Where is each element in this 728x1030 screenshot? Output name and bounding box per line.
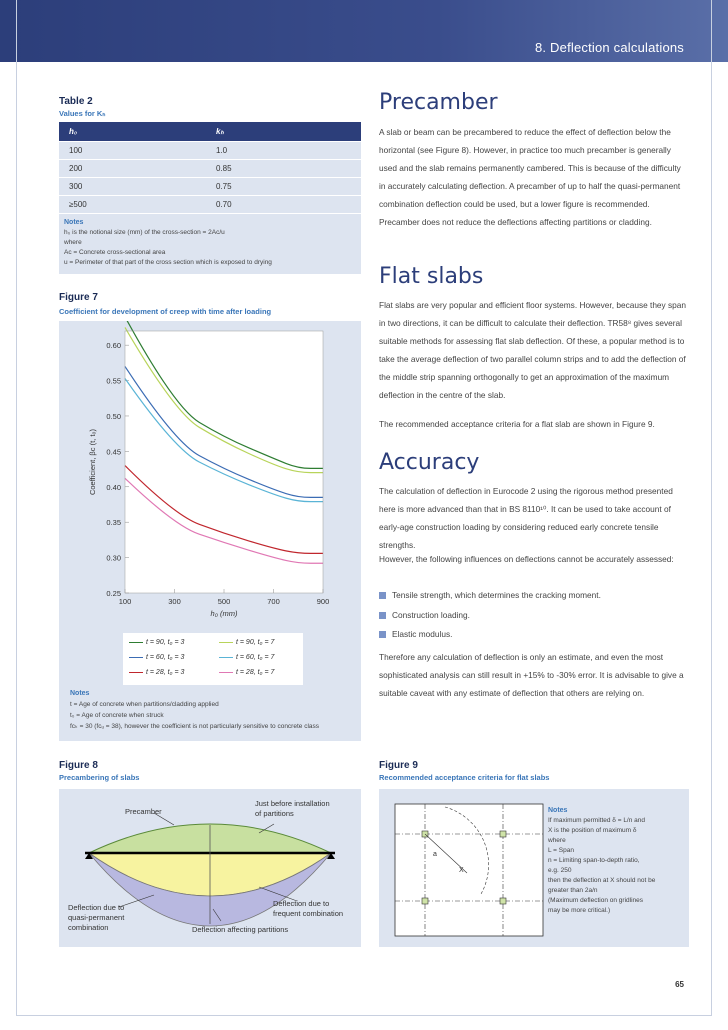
figure7-notes bbox=[70, 688, 319, 732]
note-line: fᴄₖ = 30 (fᴄᵤ = 38), however the coefficient is not particularly sensitive to concrete class bbox=[70, 723, 319, 730]
legend-label: t = 90, t₀ = 7 bbox=[236, 639, 275, 646]
legend-entry bbox=[129, 669, 184, 676]
legend-swatch bbox=[219, 672, 233, 674]
legend-label: t = 60, t₀ = 3 bbox=[146, 654, 185, 661]
precamber-text: A slab or beam can be precambered to reduce the effect of deflection below the horizontal (see Figure 8). However, in practice too much precamber is generally used and the slab remains permanently cambered. This is because of the difficulty in accurately calculating deflection. A precamber of up to half the quasi-permanent combination deflection could be used, but a lower figure is recommended. Precamber does not reduce the deflections affecting partitions or cladding. bbox=[379, 127, 681, 227]
note-line: h₀ is the notional size (mm) of the cross-section = 2Aᴄ/u bbox=[64, 229, 225, 236]
precamber-label: Precamber bbox=[125, 807, 162, 816]
flat-slabs-text: Flat slabs are very popular and efficient floor systems. However, because they span in two directions, it can be difficult to calculate their deflection. TR58⁸ gives several suitable methods for assessing flat slab deflection. Of these, a popular method is to take the average deflection of two parallel column strips and to add the deflection of the middle strip spanning orthogonally to get an approximation of the maximum deflection in the centre of the slab. bbox=[379, 300, 686, 400]
legend-entry bbox=[219, 654, 274, 661]
table2-subtitle: Values for Kₕ bbox=[59, 109, 106, 118]
y-tick-label: 0.45 bbox=[106, 447, 121, 457]
table2-header-kh: kₕ bbox=[216, 127, 224, 136]
chart-legend bbox=[123, 633, 303, 685]
table-row bbox=[59, 159, 361, 177]
flat-slabs-text-2: The recommended acceptance criteria for a flat slab are shown in Figure 9. bbox=[379, 419, 655, 429]
distance-a-label: a bbox=[433, 851, 437, 858]
accuracy-text-3: Therefore any calculation of deflection is only an estimate, and even the most sophisticated analysis can still result in +15% to -30% error. It is advisable to give a suitable caveat with any estimate of deflection that others are relying on. bbox=[379, 652, 684, 698]
note-line: n = Limiting span-to-depth ratio, bbox=[548, 857, 640, 864]
bullet-text: Elastic modulus. bbox=[392, 629, 453, 639]
quasi-permanent-label-2: quasi-permanent bbox=[68, 913, 125, 922]
note-line: Aᴄ = Concrete cross-sectional area bbox=[64, 249, 166, 256]
table-row bbox=[59, 177, 361, 195]
table2 bbox=[59, 122, 361, 274]
note-line: where bbox=[548, 837, 566, 844]
before-installation-label: Just before installation bbox=[255, 799, 330, 808]
column-marker bbox=[422, 898, 428, 904]
table-cell: 0.85 bbox=[216, 164, 232, 173]
y-tick-label: 0.55 bbox=[106, 376, 121, 386]
x-tick-label: 700 bbox=[267, 597, 280, 606]
table-cell: 1.0 bbox=[216, 146, 228, 155]
note-line: t = Age of concrete when partitions/cladding applied bbox=[70, 701, 219, 708]
bullet-item bbox=[379, 590, 601, 600]
table-row bbox=[59, 141, 361, 159]
legend-entry bbox=[219, 639, 274, 646]
note-line: greater than 2a/n bbox=[548, 887, 598, 894]
frequent-label: Deflection due to bbox=[273, 899, 330, 908]
legend-swatch bbox=[129, 642, 143, 644]
plot-area bbox=[125, 331, 323, 593]
x-tick-label: 300 bbox=[168, 597, 181, 606]
figure7-subtitle: Coefficient for development of creep with time after loading bbox=[59, 307, 272, 316]
table-cell: 0.70 bbox=[216, 200, 232, 209]
accuracy-text: The calculation of deflection in Eurocode 2 using the rigorous method presented here is more advanced than that in BS 8110¹⁰. It can be used to take account of early-age construction loading by considering reduced early concrete tensile strengths. bbox=[379, 486, 673, 550]
legend-swatch bbox=[219, 657, 233, 659]
flat-slab-plan bbox=[379, 789, 544, 947]
note-line: (Maximum deflection on gridlines bbox=[548, 897, 644, 904]
creep-chart bbox=[59, 321, 361, 631]
legend-entry bbox=[129, 639, 184, 646]
before-installation-label-2: of partitions bbox=[255, 809, 294, 818]
table-row bbox=[59, 195, 361, 213]
legend-swatch bbox=[129, 657, 143, 659]
page-number: 65 bbox=[675, 980, 684, 989]
slab-outline bbox=[395, 804, 543, 936]
quasi-permanent-label: Deflection due to bbox=[68, 903, 125, 912]
y-tick-label: 0.30 bbox=[106, 553, 121, 563]
accuracy-text-2: However, the following influences on deflections cannot be accurately assessed: bbox=[379, 554, 674, 564]
x-tick-label: 900 bbox=[316, 597, 330, 606]
column-marker bbox=[500, 898, 506, 904]
legend-entry bbox=[219, 669, 274, 676]
legend-swatch bbox=[219, 642, 233, 644]
figure8-subtitle: Precambering of slabs bbox=[59, 773, 140, 782]
note-line: where bbox=[64, 239, 82, 246]
precamber-heading: Precamber bbox=[379, 90, 498, 115]
note-line: u = Perimeter of that part of the cross section which is exposed to drying bbox=[64, 259, 272, 266]
legend-label: t = 28, t₀ = 7 bbox=[236, 669, 275, 676]
bullet-marker bbox=[379, 592, 386, 599]
bullet-item bbox=[379, 610, 470, 620]
note-line: X is the position of maximum δ bbox=[548, 827, 637, 834]
figure9-subtitle: Recommended acceptance criteria for flat slabs bbox=[379, 773, 550, 782]
running-header: 8. Deflection calculations bbox=[535, 40, 684, 55]
note-line: If maximum permitted δ = L/n and bbox=[548, 817, 646, 824]
legend-label: t = 28, t₀ = 3 bbox=[146, 669, 185, 676]
table2-notes bbox=[59, 213, 361, 274]
y-tick-label: 0.25 bbox=[106, 589, 121, 598]
figure8-caption: Figure 8 bbox=[59, 760, 98, 771]
bullet-text: Tensile strength, which determines the cracking moment. bbox=[392, 590, 601, 600]
table-cell: 100 bbox=[69, 146, 83, 155]
frequent-label-2: frequent combination bbox=[273, 909, 344, 918]
x-tick-label: 500 bbox=[217, 597, 231, 606]
precamber-diagram bbox=[59, 789, 361, 947]
bullet-item bbox=[379, 629, 452, 639]
quasi-permanent-label-3: combination bbox=[68, 923, 109, 932]
note-line: e.g. 250 bbox=[548, 867, 572, 874]
bullet-marker bbox=[379, 612, 386, 619]
note-line: t₀ = Age of concrete when struck bbox=[70, 712, 164, 719]
figure7-caption: Figure 7 bbox=[59, 292, 98, 303]
table2-header-h0: h₀ bbox=[69, 127, 78, 136]
legend-entry bbox=[129, 654, 184, 661]
x-tick-label: 100 bbox=[118, 597, 132, 606]
notes-heading: Notes bbox=[548, 807, 568, 814]
y-axis-label: Coefficient, βᴄ (t, t₀) bbox=[88, 428, 97, 496]
y-tick-label: 0.50 bbox=[106, 411, 121, 421]
legend-label: t = 90, t₀ = 3 bbox=[146, 639, 185, 646]
table2-header-row bbox=[59, 122, 361, 141]
legend-swatch bbox=[129, 672, 143, 674]
table2-caption: Table 2 bbox=[59, 96, 93, 107]
table-cell: 0.75 bbox=[216, 182, 232, 191]
legend-label: t = 60, t₀ = 7 bbox=[236, 654, 275, 661]
partitions-label: Deflection affecting partitions bbox=[192, 925, 289, 934]
column-marker bbox=[500, 831, 506, 837]
note-line: L = Span bbox=[548, 847, 574, 854]
table-cell: ≥500 bbox=[69, 200, 87, 209]
table-cell: 300 bbox=[69, 182, 83, 191]
note-line: then the deflection at X should not be bbox=[548, 877, 656, 884]
bullet-marker bbox=[379, 631, 386, 638]
x-axis-label: h₀ (mm) bbox=[210, 609, 238, 618]
flat-slabs-heading: Flat slabs bbox=[379, 264, 484, 289]
note-line: may be more critical.) bbox=[548, 907, 611, 914]
y-tick-label: 0.40 bbox=[106, 482, 121, 492]
accuracy-heading: Accuracy bbox=[379, 450, 480, 475]
point-x-label: X bbox=[459, 867, 464, 874]
y-tick-label: 0.60 bbox=[106, 341, 121, 351]
y-tick-label: 0.35 bbox=[106, 518, 121, 528]
bullet-text: Construction loading. bbox=[392, 610, 470, 620]
table-cell: 200 bbox=[69, 164, 83, 173]
figure9-notes bbox=[548, 806, 678, 916]
notes-heading: Notes bbox=[70, 690, 90, 697]
notes-heading: Notes bbox=[64, 219, 84, 226]
figure9-caption: Figure 9 bbox=[379, 760, 418, 771]
